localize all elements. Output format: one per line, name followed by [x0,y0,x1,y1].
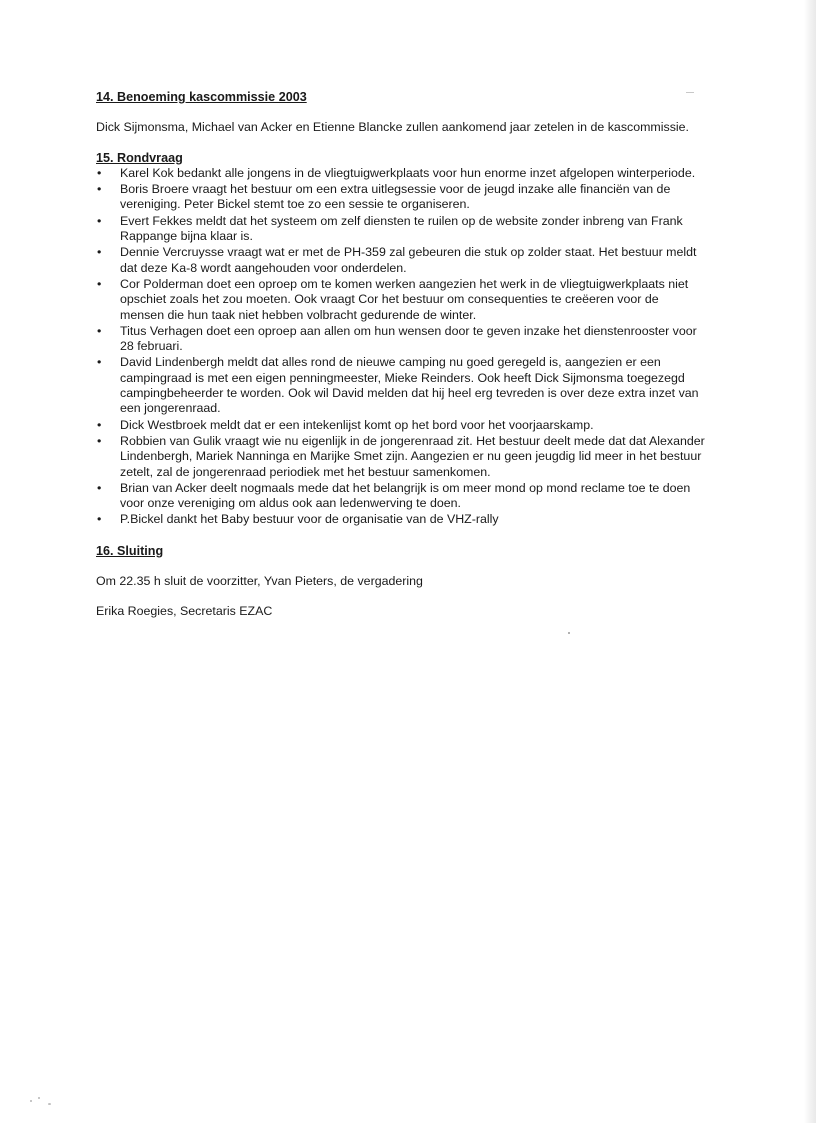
list-item [96,481,706,512]
scan-speck [38,1097,40,1099]
section-paragraph-14: Dick Sijmonsma, Michael van Acker en Etienne Blancke zullen aankomend jaar zetelen in de kascommissie. [96,120,689,135]
section-heading-14: 14. Benoeming kascommissie 2003 [96,90,307,104]
list-item [96,355,706,416]
closing-paragraph: Om 22.35 h sluit de voorzitter, Yvan Pieters, de vergadering [96,574,423,589]
list-item-text: Evert Fekkes meldt dat het systeem om zelf diensten te ruilen op de website zonder inbreng van Frank Rappange bijna klaar is. [120,213,683,244]
bullet-icon: • [97,355,102,370]
list-item-text: Karel Kok bedankt alle jongens in de vliegtuigwerkplaats voor hun enorme inzet afgelopen winterperiode. [120,165,696,180]
list-item [96,166,706,181]
section-heading-16: 16. Sluiting [96,543,164,558]
list-item [96,512,706,527]
list-item-text: Cor Polderman doet een oproep om te komen werken aangezien het werk in de vliegtuigwerkplaats niet opschiet zoals het zou moeten. Ook vraagt Cor het bestuur om consequenties te creëeren voor de mensen die hun taak niet hebben volbracht gedurende de winter. [120,276,689,322]
rondvraag-list [96,166,706,528]
list-item [96,434,706,480]
list-item-text: Dennie Vercruysse vraagt wat er met de PH-359 zal gebeuren die stuk op zolder staat. Het bestuur meldt dat deze Ka-8 wordt aangehouden voor onderdelen. [120,245,697,275]
scan-speck [568,632,570,634]
list-item-text: Boris Broere vraagt het bestuur om een extra uitlegsessie voor de jeugd inzake alle financiën van de vereniging. Peter Bickel stemt toe zo een sessie te organiseren. [120,182,671,212]
bullet-icon: • [97,245,102,260]
list-item [96,245,706,276]
bullet-icon: • [97,165,102,180]
list-item [96,182,706,213]
bullet-icon: • [97,433,102,448]
bullet-icon: • [97,480,102,495]
signature-line: Erika Roegies, Secretaris EZAC [96,604,273,619]
bullet-icon: • [97,512,102,527]
bullet-icon: • [97,323,102,338]
list-item-text: Robbien van Gulik vraagt wie nu eigenlijk in de jongerenraad zit. Het bestuur deelt mede dat dat Alexander Lindenbergh, Mariek Nanninga en Marijke Smet zijn. Aangezien er nu geen jeugdig lid meer in het bestuur zetelt, zal de jongerenraad periodiek met het bestuur samenkomen. [120,433,705,479]
bullet-icon: • [97,417,102,432]
list-item-text: David Lindenbergh meldt dat alles rond de nieuwe camping nu goed geregeld is, aangezien er een campingraad is met een eigen penningmeester, Mieke Reinders. Ook heeft Dick Sijmonsma toegezegd campingbeheerder te worden. Ook wil David melden dat hij heel erg tevreden is over deze extra inzet van een jongerenraad. [120,355,699,416]
page-edge-shadow [804,0,816,1123]
scan-speck [686,92,694,93]
bullet-icon: • [97,182,102,197]
list-item-text: Brian van Acker deelt nogmaals mede dat het belangrijk is om meer mond op mond reclame toe te doen voor onze vereniging om aldus ook aan ledenwerving te doen. [120,480,691,511]
list-item [96,324,706,355]
list-item [96,277,706,323]
list-item [96,214,706,245]
list-item [96,418,706,433]
section-heading-15: 15. Rondvraag [96,150,183,165]
document-body [96,90,706,620]
list-item-text: P.Bickel dankt het Baby bestuur voor de organisatie van de VHZ-rally [120,512,499,527]
list-item-text: Dick Westbroek meldt dat er een intekenlijst komt op het bord voor het voorjaarskamp. [120,417,594,432]
bullet-icon: • [97,213,102,228]
scan-speck [48,1103,51,1105]
scan-speck [30,1100,32,1102]
list-item-text: Titus Verhagen doet een oproep aan allen om hun wensen door te geven inzake het dienstenrooster voor 28 februari. [120,323,697,354]
bullet-icon: • [97,276,102,291]
